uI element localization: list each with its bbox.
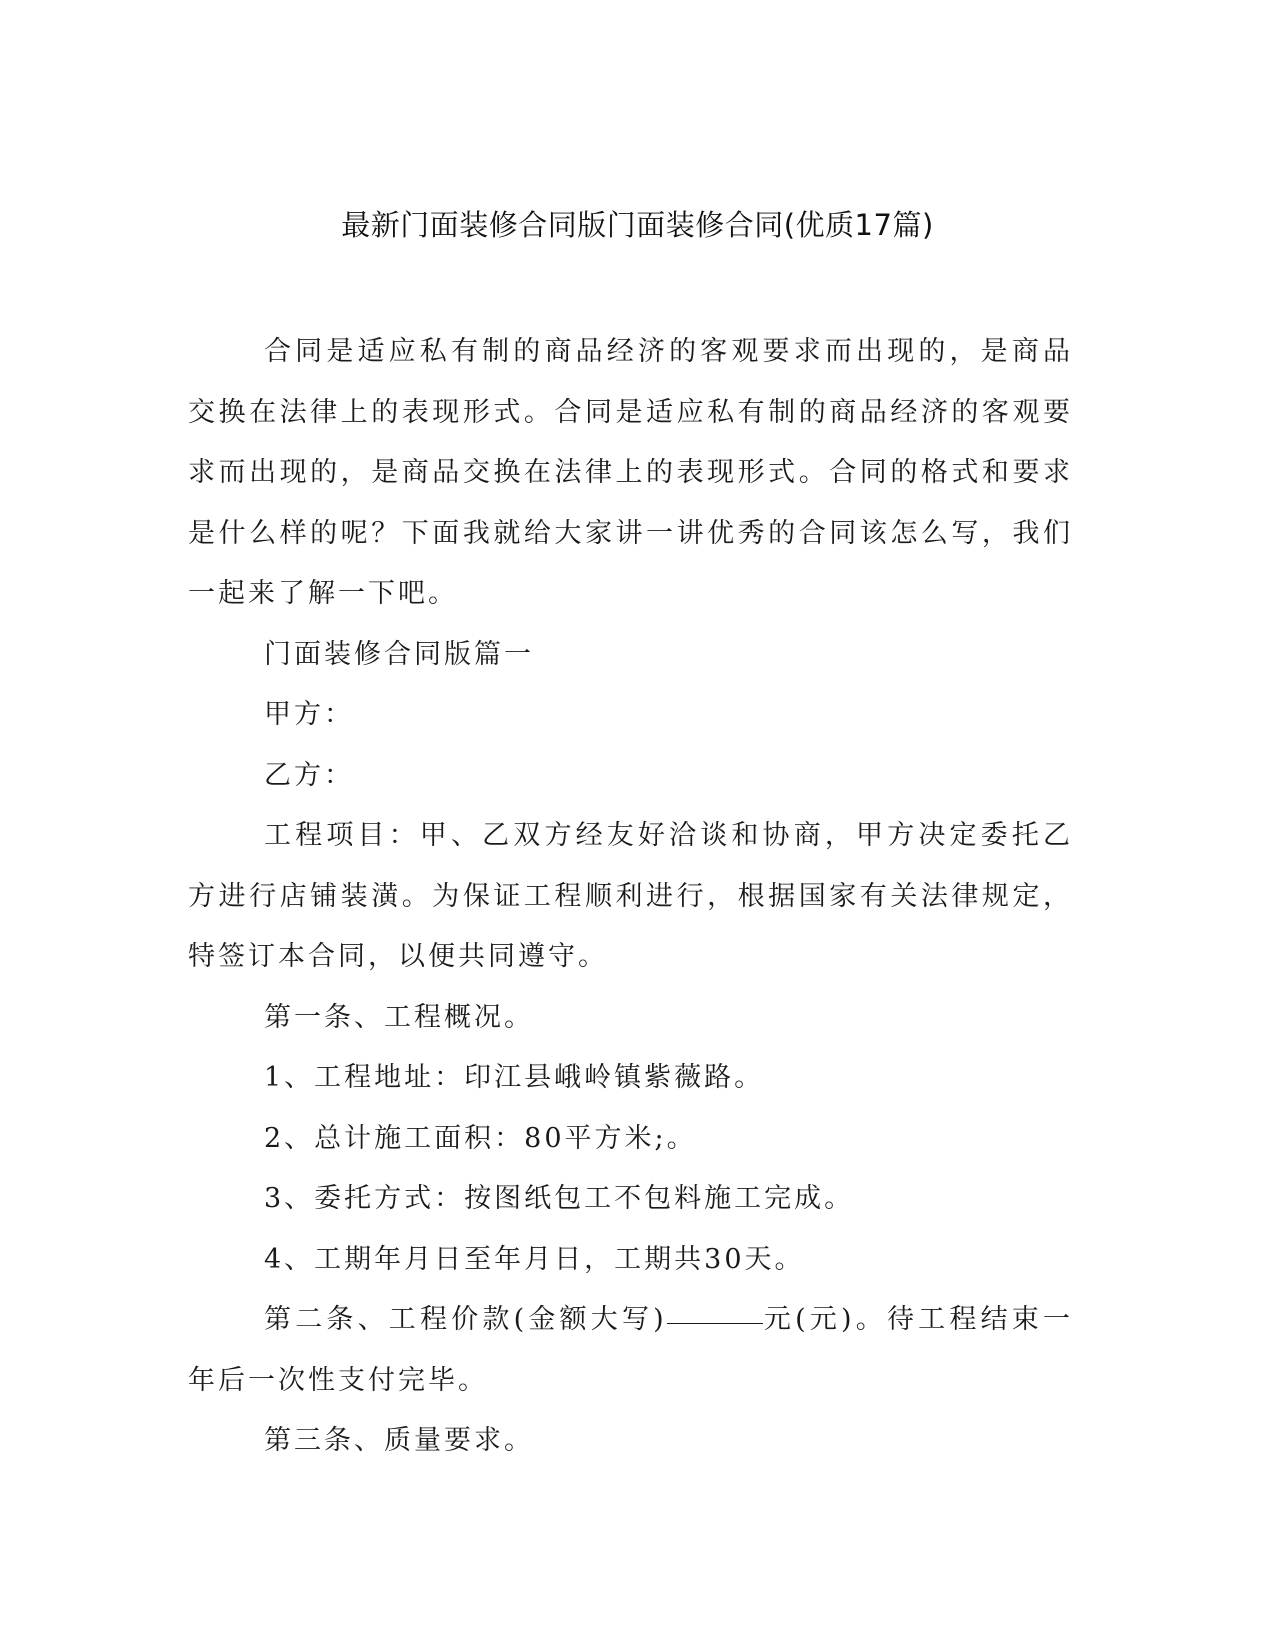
intro-paragraph: 合同是适应私有制的商品经济的客观要求而出现的，是商品交换在法律上的表现形式。合同是适应私有制的商品经济的客观要求而出现的，是商品交换在法律上的表现形式。合同的格式和要求是什么样的呢？下面我就给大家讲一讲优秀的合同该怎么写，我们一起来了解一下吧。 bbox=[188, 336, 1073, 609]
construction-area-item: 2、总计施工面积：80平方米;。 bbox=[264, 1122, 697, 1154]
article-two-paragraph bbox=[188, 1290, 1073, 1411]
article-one-heading: 第一条、工程概况。 bbox=[264, 1001, 534, 1033]
project-paragraph: 工程项目：甲、乙双方经友好洽谈和协商，甲方决定委托乙方进行店铺装潢。为保证工程顺利进行，根据国家有关法律规定，特签订本合同，以便共同遵守。 bbox=[188, 820, 1073, 972]
commission-method-item: 3、委托方式：按图纸包工不包料施工完成。 bbox=[264, 1183, 855, 1214]
amount-blank-line bbox=[667, 1323, 763, 1324]
section-heading-part-one: 门面装修合同版篇一 bbox=[264, 638, 534, 670]
party-a-line: 甲方： bbox=[264, 699, 354, 730]
project-address-item: 1、工程地址：印江县峨岭镇紫薇路。 bbox=[264, 1062, 765, 1093]
price-clause-lead: 第二条、工程价款(金额大写) bbox=[264, 1304, 667, 1335]
construction-period-item: 4、工期年月日至年月日，工期共30天。 bbox=[264, 1243, 805, 1275]
document-body bbox=[188, 322, 1073, 1472]
price-clause-tail: 元(元)。待工程结束一年后一次性支付完毕。 bbox=[188, 1304, 1073, 1396]
article-three-heading: 第三条、质量要求。 bbox=[264, 1425, 534, 1456]
party-b-line: 乙方： bbox=[264, 759, 354, 791]
document-title: 最新门面装修合同版门面装修合同(优质17篇) bbox=[341, 208, 934, 242]
